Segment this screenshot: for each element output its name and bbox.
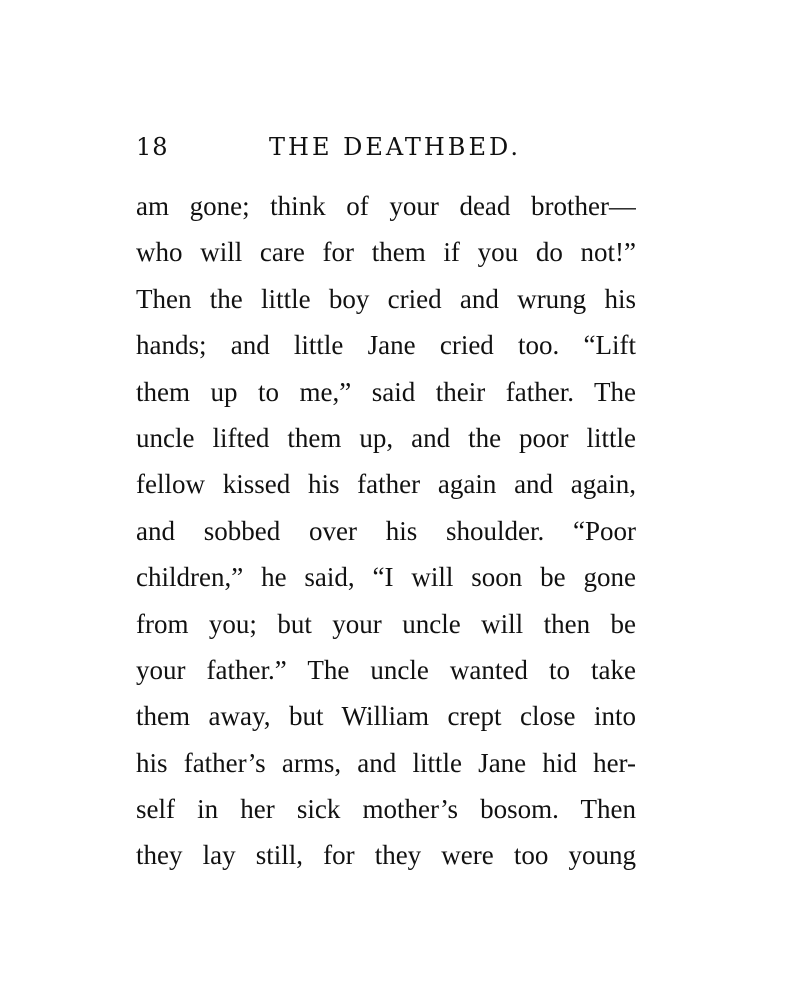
text-line: and sobbed over his shoulder. “Poor xyxy=(136,515,636,546)
text-line: am gone; think of your dead brother— xyxy=(136,191,636,221)
text-line: uncle lifted them up, and the poor little xyxy=(136,422,636,453)
text-line: they lay still, for they were too young xyxy=(136,840,636,871)
running-title: THE DEATHBED. xyxy=(269,133,521,161)
text-line: fellow kissed his father again and again, xyxy=(136,469,636,500)
text-line: who will care for them if you do not!” xyxy=(136,237,636,268)
text-line: hands; and little Jane cried too. “Lift xyxy=(136,330,636,361)
text-line: them away, but William crept close into xyxy=(136,701,636,732)
text-line: his father’s arms, and little Jane hid her- xyxy=(136,747,636,778)
text-line: from you; but your uncle will then be xyxy=(136,608,636,639)
text-line: Then the little boy cried and wrung his xyxy=(136,283,636,314)
text-line: children,” he said, “I will soon be gone xyxy=(136,562,636,593)
running-head xyxy=(136,130,636,164)
text-line: your father.” The uncle wanted to take xyxy=(136,654,636,685)
page-number: 18 xyxy=(136,133,169,161)
text-line: them up to me,” said their father. The xyxy=(136,376,636,407)
text-line: self in her sick mother’s bosom. Then xyxy=(136,794,636,825)
body-text xyxy=(136,183,636,879)
